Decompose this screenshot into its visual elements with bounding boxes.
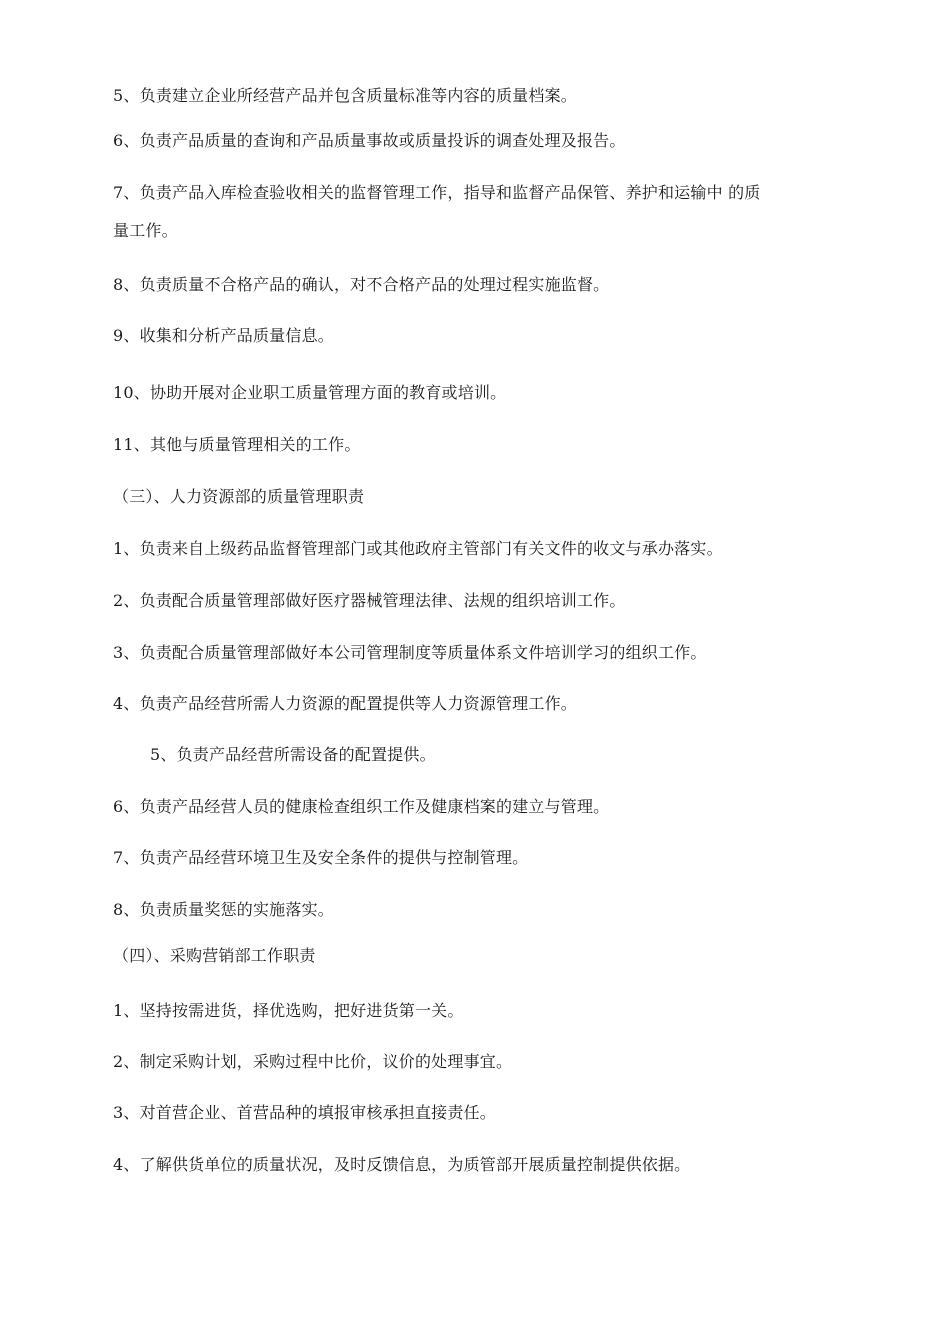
paragraph-line: 8、负责质量不合格产品的确认，对不合格产品的处理过程实施监督。	[113, 275, 610, 294]
paragraph-line: 3、负责配合质量管理部做好本公司管理制度等质量体系文件培训学习的组织工作。	[113, 643, 707, 662]
paragraph-line: 11、其他与质量管理相关的工作。	[113, 435, 361, 454]
paragraph-line: 6、负责产品质量的查询和产品质量事故或质量投诉的调查处理及报告。	[113, 131, 626, 150]
section-heading: （三）、人力资源部的质量管理职责	[113, 487, 365, 506]
paragraph-line: 1、负责来自上级药品监督管理部门或其他政府主管部门有关文件的收文与承办落实。	[113, 539, 723, 558]
paragraph-line: 5、负责产品经营所需设备的配置提供。	[150, 745, 436, 764]
paragraph-line: 2、制定采购计划，采购过程中比价，议价的处理事宜。	[113, 1052, 513, 1071]
paragraph-line: 8、负责质量奖惩的实施落实。	[113, 900, 334, 919]
paragraph-line: 4、了解供货单位的质量状况，及时反馈信息，为质管部开展质量控制提供依据。	[113, 1155, 691, 1174]
paragraph-line: 3、对首营企业、首营品种的填报审核承担直接责任。	[113, 1103, 496, 1122]
paragraph-line: 9、收集和分析产品质量信息。	[113, 326, 334, 345]
paragraph-line: 7、负责产品经营环境卫生及安全条件的提供与控制管理。	[113, 848, 529, 867]
paragraph-line: 4、负责产品经营所需人力资源的配置提供等人力资源管理工作。	[113, 694, 577, 713]
paragraph-line: 7、负责产品入库检查验收相关的监督管理工作，指导和监督产品保管、养护和运输中 的质	[113, 183, 761, 202]
paragraph-line: 5、负责建立企业所经营产品并包含质量标准等内容的质量档案。	[113, 86, 577, 105]
paragraph-line: 1、坚持按需进货，择优选购，把好进货第一关。	[113, 1001, 464, 1020]
section-heading: （四）、采购营销部工作职责	[113, 946, 316, 965]
paragraph-line: 量工作。	[113, 221, 178, 240]
paragraph-line: 2、负责配合质量管理部做好医疗器械管理法律、法规的组织培训工作。	[113, 591, 626, 610]
paragraph-line: 10、协助开展对企业职工质量管理方面的教育或培训。	[113, 383, 507, 402]
paragraph-line: 6、负责产品经营人员的健康检查组织工作及健康档案的建立与管理。	[113, 797, 610, 816]
